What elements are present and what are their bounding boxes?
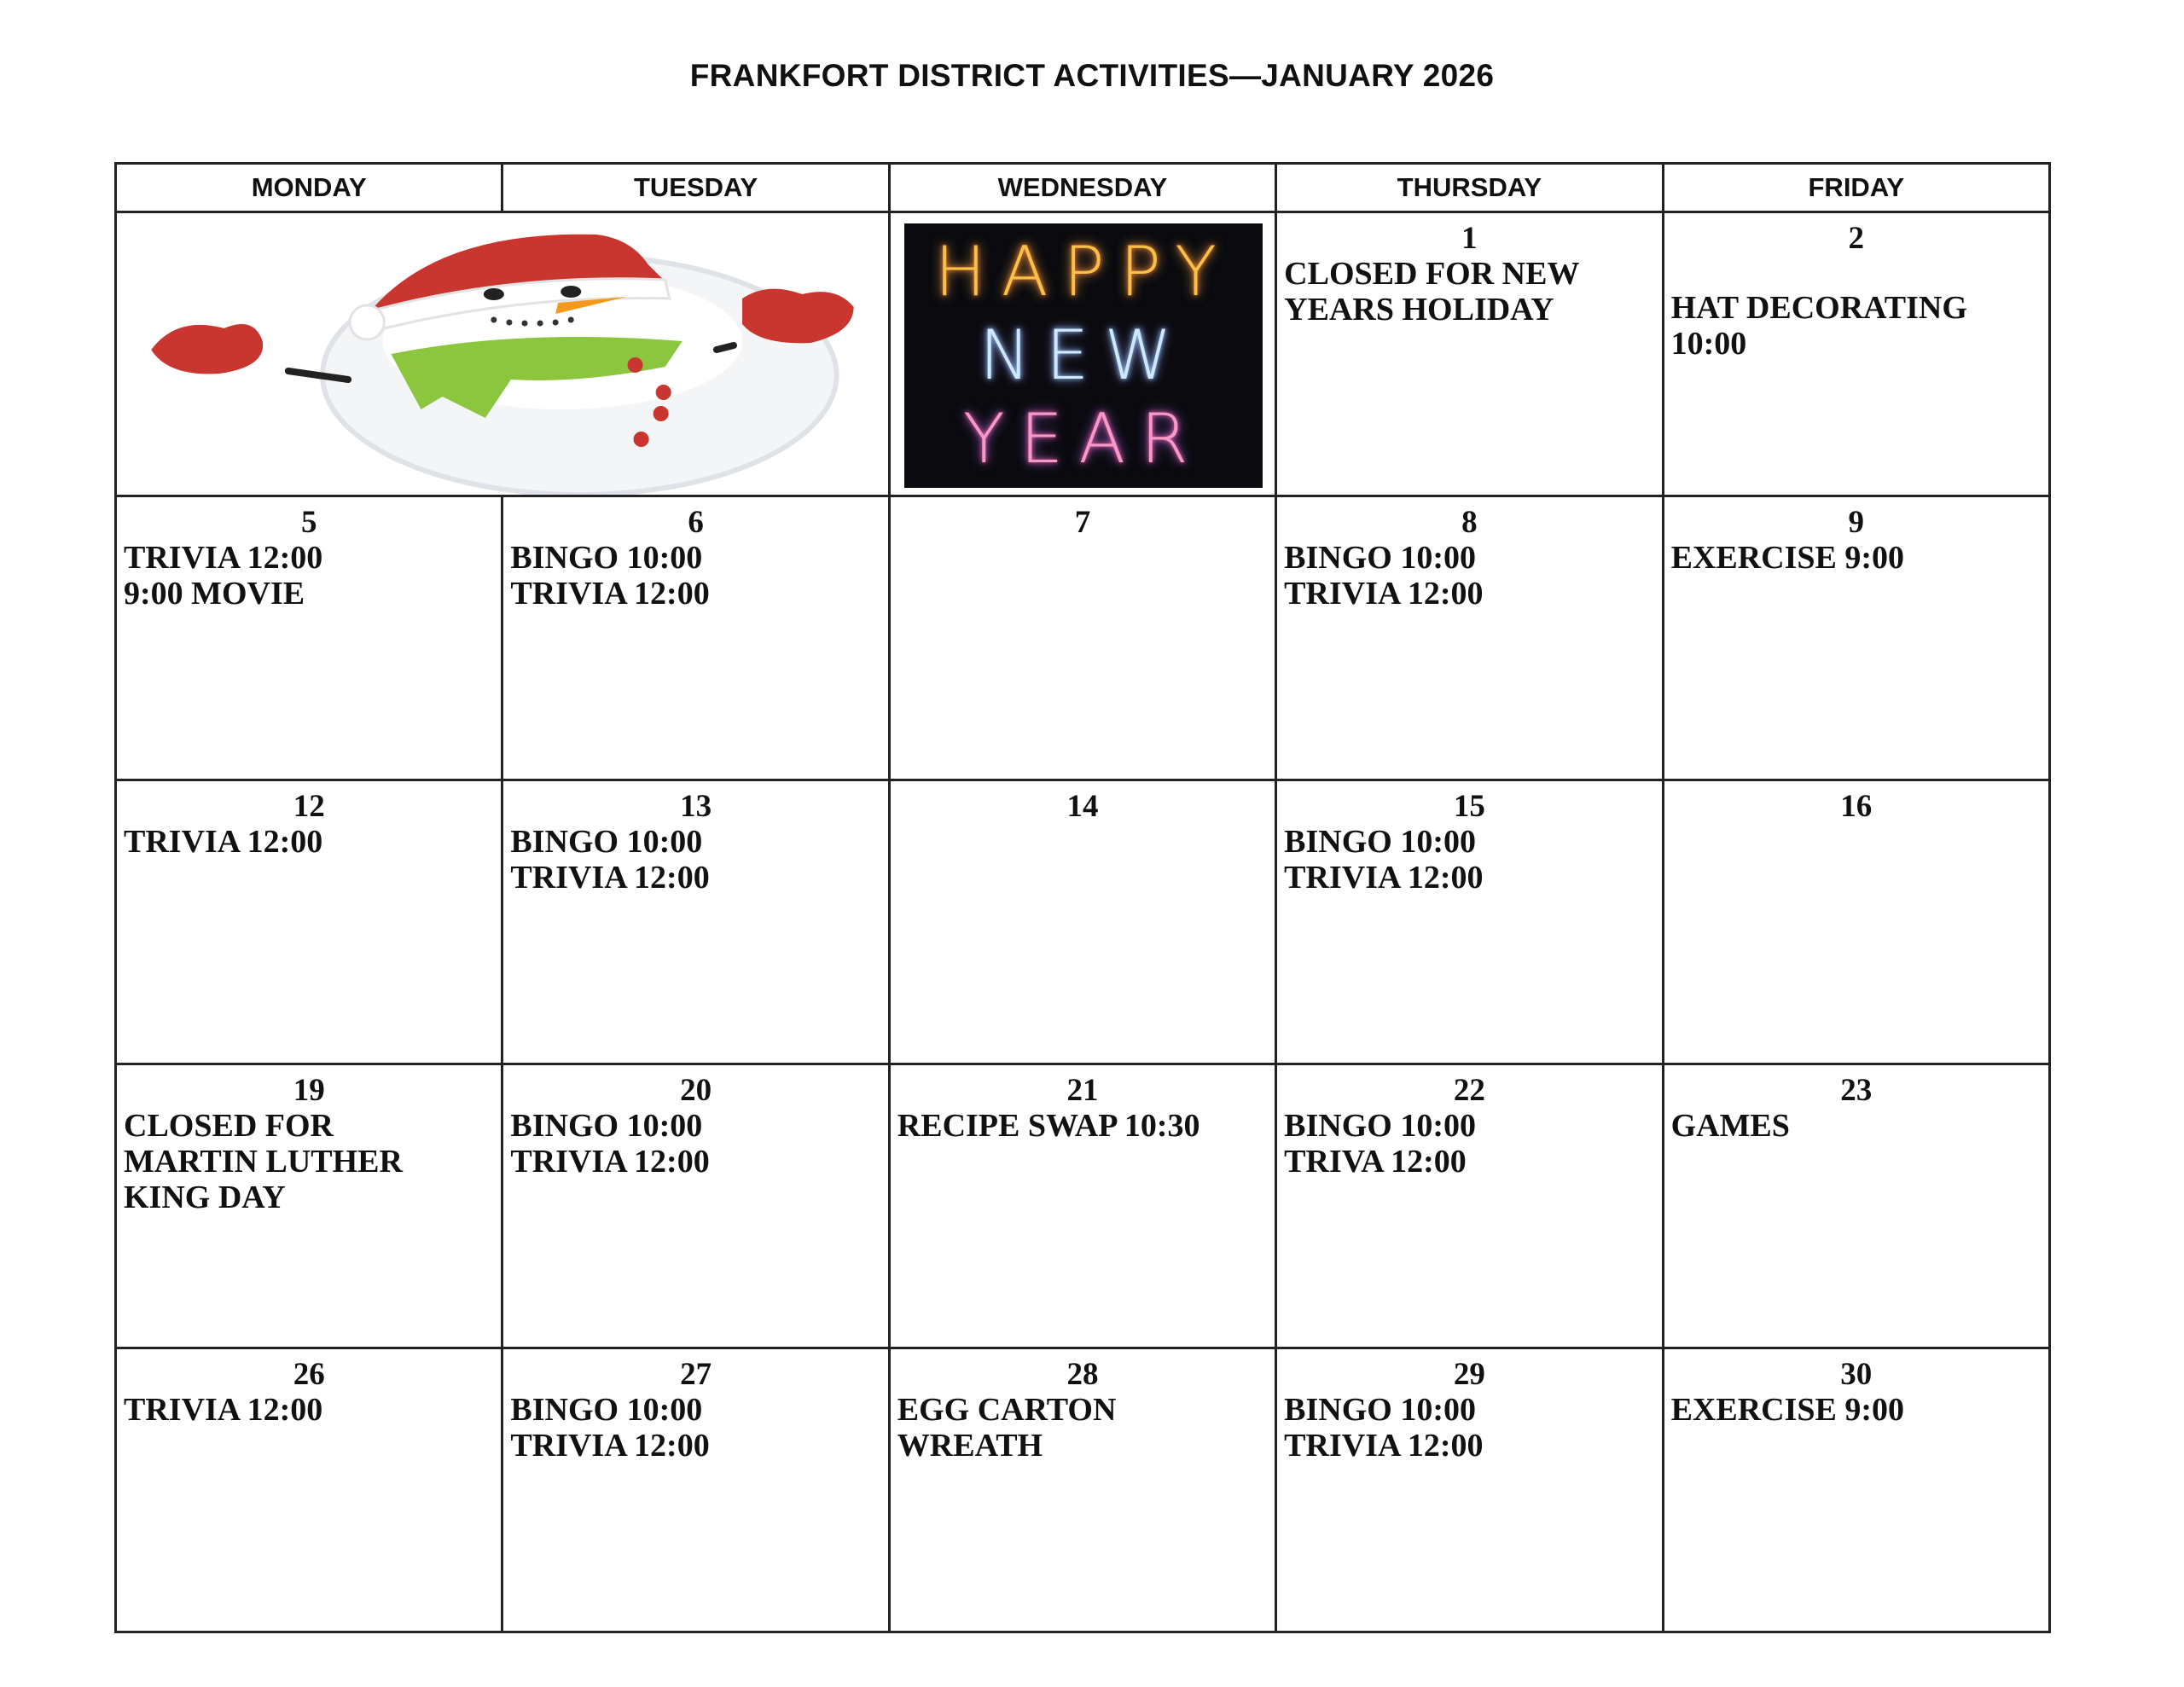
event-text: BINGO 10:00: [510, 540, 703, 576]
calendar-grid: [114, 162, 2051, 1633]
day-cell: [1276, 1348, 1663, 1632]
day-number: 30: [1840, 1357, 1873, 1392]
weekday-wednesday: WEDNESDAY: [889, 164, 1275, 212]
happy-new-year-image: [904, 223, 1263, 488]
event-text: WREATH: [897, 1428, 1043, 1464]
day-number: 29: [1453, 1357, 1485, 1392]
day-cell: [889, 496, 1275, 780]
day-cell: [116, 1348, 502, 1632]
day-cell: [116, 780, 502, 1064]
day-number: 27: [680, 1357, 712, 1392]
day-cell: [502, 780, 889, 1064]
weekday-monday: MONDAY: [116, 164, 502, 212]
happy-new-year-line-2: NEW: [979, 316, 1188, 395]
event-text: EXERCISE 9:00: [1670, 1392, 1905, 1428]
day-number: 28: [1066, 1357, 1099, 1392]
event-text: YEARS HOLIDAY: [1284, 292, 1554, 328]
day-number: 12: [293, 789, 325, 824]
event-text: CLOSED FOR: [124, 1108, 334, 1144]
event-text: EGG CARTON: [897, 1392, 1117, 1428]
new-year-image-cell: [889, 212, 1275, 496]
event-text: BINGO 10:00: [510, 1392, 703, 1428]
event-text: TRIVIA 12:00: [1284, 1428, 1484, 1464]
week-row-1: [116, 212, 2050, 496]
day-number: 2: [1848, 221, 1865, 256]
event-text: TRIVIA 12:00: [1284, 576, 1484, 612]
event-text: TRIVIA 12:00: [510, 860, 710, 896]
day-cell: [116, 1064, 502, 1348]
week-row-2: [116, 496, 2050, 780]
event-text: TRIVIA 12:00: [1284, 860, 1484, 896]
day-number: 19: [293, 1073, 325, 1108]
day-cell: [1663, 496, 2049, 780]
day-cell: [1276, 780, 1663, 1064]
day-number: 7: [1074, 505, 1091, 540]
day-number: 22: [1453, 1073, 1485, 1108]
event-text: BINGO 10:00: [1284, 1108, 1477, 1144]
event-text: HAT DECORATING: [1670, 290, 1967, 326]
day-number: 9: [1848, 505, 1865, 540]
happy-new-year-line-1: HAPPY: [934, 232, 1233, 311]
day-number: 15: [1453, 789, 1485, 824]
event-text: 10:00: [1670, 326, 1747, 362]
day-number: 26: [293, 1357, 325, 1392]
event-text: TRIVIA 12:00: [510, 576, 710, 612]
event-text: EXERCISE 9:00: [1670, 540, 1905, 576]
week-row-5: [116, 1348, 2050, 1632]
day-cell: [1276, 212, 1663, 496]
event-text: MARTIN LUTHER: [124, 1144, 403, 1180]
day-number: 21: [1066, 1073, 1099, 1108]
event-text: TRIVIA 12:00: [124, 540, 323, 576]
event-text: BINGO 10:00: [510, 1108, 703, 1144]
day-cell: [1276, 496, 1663, 780]
snowman-image-cell: [116, 212, 890, 496]
day-number: 20: [680, 1073, 712, 1108]
day-number: 6: [688, 505, 704, 540]
weekday-tuesday: TUESDAY: [502, 164, 889, 212]
day-cell: [1663, 780, 2049, 1064]
day-cell: [1276, 1064, 1663, 1348]
day-cell: [889, 1348, 1275, 1632]
event-text: TRIVIA 12:00: [510, 1428, 710, 1464]
event-text: TRIVIA 12:00: [510, 1144, 710, 1180]
event-text: 9:00 MOVIE: [124, 576, 305, 612]
day-cell: [502, 496, 889, 780]
event-text: TRIVIA 12:00: [124, 824, 323, 860]
event-text: TRIVIA 12:00: [124, 1392, 323, 1428]
day-cell: [1663, 1064, 2049, 1348]
event-text: BINGO 10:00: [510, 824, 703, 860]
day-cell: [116, 496, 502, 780]
snowman-image: [117, 213, 888, 495]
event-text: TRIVA 12:00: [1284, 1144, 1467, 1180]
day-number: 14: [1066, 789, 1099, 824]
week-row-4: [116, 1064, 2050, 1348]
weekday-header-row: [116, 164, 2050, 212]
event-text: BINGO 10:00: [1284, 824, 1477, 860]
day-cell: [1663, 212, 2049, 496]
day-cell: [502, 1348, 889, 1632]
weekday-thursday: THURSDAY: [1276, 164, 1663, 212]
day-number: 16: [1840, 789, 1873, 824]
event-text: CLOSED FOR NEW: [1284, 256, 1580, 292]
day-number: 5: [300, 505, 317, 540]
day-cell: [889, 780, 1275, 1064]
event-text: BINGO 10:00: [1284, 540, 1477, 576]
page-title: FRANKFORT DISTRICT ACTIVITIES—JANUARY 2026: [689, 58, 1495, 93]
day-number: 1: [1461, 221, 1478, 256]
weekday-friday: FRIDAY: [1663, 164, 2049, 212]
day-number: 8: [1461, 505, 1478, 540]
event-text: RECIPE SWAP 10:30: [897, 1108, 1200, 1144]
event-text: KING DAY: [124, 1180, 286, 1215]
day-cell: [502, 1064, 889, 1348]
happy-new-year-line-3: YEAR: [962, 399, 1204, 478]
day-number: 13: [680, 789, 712, 824]
day-cell: [889, 1064, 1275, 1348]
event-text: BINGO 10:00: [1284, 1392, 1477, 1428]
day-cell: [1663, 1348, 2049, 1632]
day-number: 23: [1840, 1073, 1873, 1108]
event-text: GAMES: [1670, 1108, 1790, 1144]
week-row-3: [116, 780, 2050, 1064]
